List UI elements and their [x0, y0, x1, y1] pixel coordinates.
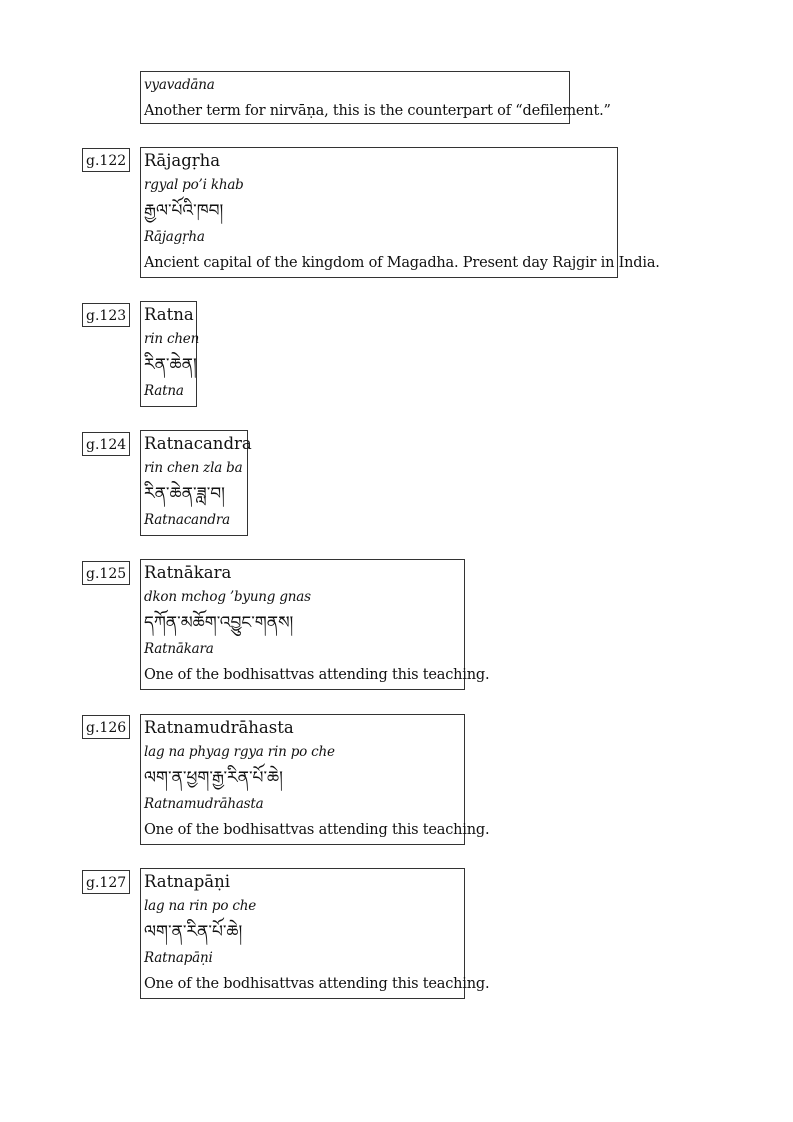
entry-tibetan: རྒྱལ་པོའི་ཁབ། — [144, 201, 224, 221]
entry-wylie: lag na phyag rgya rin po che — [144, 744, 335, 760]
entry-sanskrit: Ratnacandra — [144, 512, 230, 528]
entry-term: Ratnamudrāhasta — [144, 718, 294, 737]
entry-term: Ratnākara — [144, 563, 232, 582]
glossary-entry — [140, 559, 490, 690]
glossary-entry — [140, 301, 200, 407]
entry-wylie: dkon mchog ’byung gnas — [144, 589, 311, 605]
entry-tibetan: རིན་ཆེན་ཟླ་བ། — [144, 484, 225, 504]
entry-term: Ratnapāṇi — [144, 872, 231, 891]
entry-tibetan: ལག་ན་ཕྱག་རྒྱ་རིན་པོ་ཆེ། — [144, 768, 283, 788]
entry-term: Ratnacandra — [144, 434, 252, 453]
entry-tibetan: ལག་ན་རིན་པོ་ཆེ། — [144, 922, 243, 942]
glossary-entry-continuation — [140, 71, 611, 124]
entry-definition: One of the bodhisattvas attending this teaching. — [144, 667, 490, 683]
glossary-id: g.122 — [82, 148, 130, 172]
glossary-entry — [140, 147, 660, 278]
entry-sanskrit: Rājagṛha — [144, 229, 205, 245]
entry-tibetan: དཀོན་མཆོག་འབྱུང་གནས། — [144, 613, 294, 633]
glossary-entry — [140, 714, 490, 845]
entry-definition: One of the bodhisattvas attending this teaching. — [144, 822, 490, 838]
entry-definition: Ancient capital of the kingdom of Magadha. Present day Rajgir in India. — [144, 255, 660, 271]
entry-sanskrit: Ratna — [144, 383, 184, 399]
entry-term: Rājagṛha — [144, 151, 221, 170]
entry-wylie: rgyal po’i khab — [144, 177, 244, 193]
entry-sanskrit: Ratnamudrāhasta — [144, 796, 264, 812]
glossary-id: g.123 — [82, 303, 130, 327]
glossary-id: g.127 — [82, 870, 130, 894]
glossary-id: g.125 — [82, 561, 130, 585]
entry-wylie: lag na rin po che — [144, 898, 256, 914]
entry-sanskrit: Ratnapāṇi — [144, 950, 213, 966]
entry-wylie: rin chen zla ba — [144, 460, 243, 476]
entry-term: Ratna — [144, 305, 194, 324]
entry-wylie: rin chen — [144, 331, 200, 347]
entry-tibetan: རིན་ཆེན། — [144, 355, 197, 375]
glossary-id: g.124 — [82, 432, 130, 456]
entry-definition: One of the bodhisattvas attending this teaching. — [144, 976, 490, 992]
entry-definition: Another term for nirvāṇa, this is the counterpart of “defilement.” — [144, 103, 611, 119]
entry-wylie: vyavadāna — [144, 77, 215, 93]
glossary-entry — [140, 430, 252, 536]
glossary-id: g.126 — [82, 715, 130, 739]
glossary-entry — [140, 868, 490, 999]
entry-sanskrit: Ratnākara — [144, 641, 214, 657]
